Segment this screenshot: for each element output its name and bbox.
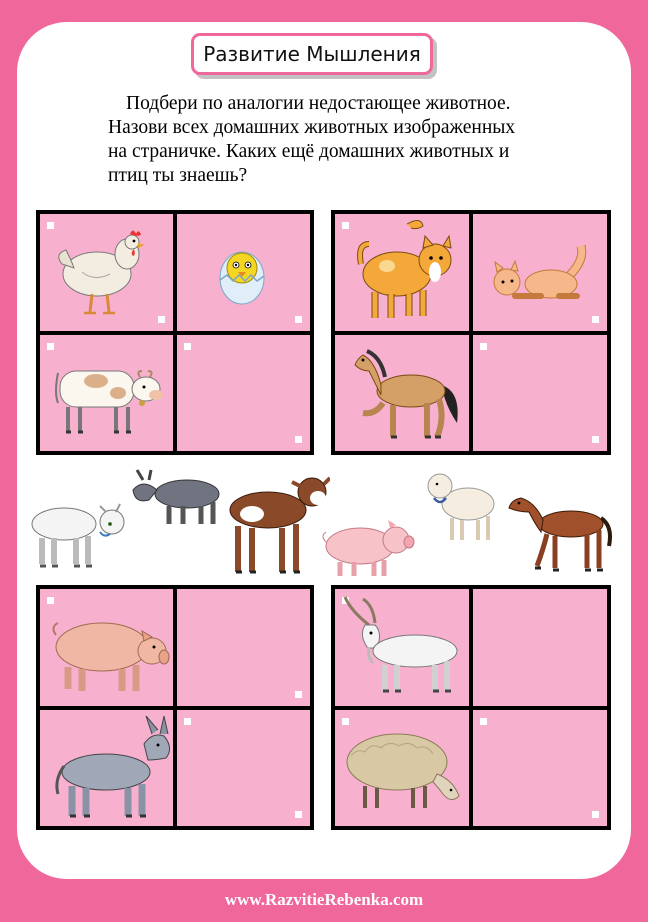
instruction-line-3: на страничке. Каких ещё домашних животных и bbox=[108, 141, 510, 162]
pig-icon bbox=[48, 605, 172, 695]
corner-mark bbox=[47, 597, 54, 604]
analogy-grid-birds-cow bbox=[36, 210, 314, 455]
corner-mark bbox=[592, 811, 599, 818]
corner-mark bbox=[295, 691, 302, 698]
analogy-grid-pig-donkey bbox=[36, 585, 314, 830]
answer-cell-empty[interactable] bbox=[177, 710, 310, 827]
corner-mark bbox=[592, 436, 599, 443]
grid-cell bbox=[177, 214, 310, 331]
grid-cell bbox=[335, 710, 469, 827]
lamb-icon[interactable] bbox=[422, 468, 500, 544]
answer-cell-empty[interactable] bbox=[473, 335, 607, 452]
donkey-icon bbox=[48, 714, 172, 824]
cow-icon bbox=[46, 353, 170, 438]
foal-icon[interactable] bbox=[505, 490, 615, 578]
corner-mark bbox=[295, 436, 302, 443]
corner-mark bbox=[295, 811, 302, 818]
instruction-line-4: птиц ты знаешь? bbox=[108, 165, 248, 186]
analogy-grid-goat-sheep bbox=[331, 585, 611, 830]
goat-kid-icon[interactable] bbox=[24, 478, 130, 574]
calf-icon[interactable] bbox=[212, 468, 330, 580]
kitten-icon bbox=[485, 240, 595, 310]
corner-mark bbox=[184, 718, 191, 725]
grid-cell bbox=[335, 589, 469, 706]
instructions-text bbox=[108, 92, 578, 188]
corner-mark bbox=[480, 343, 487, 350]
answer-cell-empty[interactable] bbox=[473, 710, 607, 827]
grid-cell bbox=[40, 214, 173, 331]
grid-cell bbox=[40, 589, 173, 706]
sheep-icon bbox=[341, 724, 469, 812]
corner-mark bbox=[184, 343, 191, 350]
corner-mark bbox=[480, 718, 487, 725]
grid-cell bbox=[335, 214, 469, 331]
grid-cell bbox=[40, 710, 173, 827]
horse-icon bbox=[341, 341, 469, 445]
answer-cell-empty[interactable] bbox=[177, 335, 310, 452]
chick-icon bbox=[211, 238, 273, 306]
corner-mark bbox=[158, 316, 165, 323]
analogy-grid-cat-horse bbox=[331, 210, 611, 455]
grid-cell bbox=[473, 214, 607, 331]
answer-cell-empty[interactable] bbox=[177, 589, 310, 706]
instruction-line-2: Назови всех домашних животных изображенных bbox=[108, 117, 516, 138]
site-url[interactable]: www.RazvitieRebenka.com bbox=[224, 890, 424, 909]
grid-cell bbox=[335, 335, 469, 452]
page-title: Развитие Мышления bbox=[191, 33, 433, 75]
corner-mark bbox=[592, 316, 599, 323]
grid-cell bbox=[40, 335, 173, 452]
corner-mark bbox=[47, 343, 54, 350]
hen-icon bbox=[52, 224, 152, 319]
piglet-icon[interactable] bbox=[314, 512, 416, 580]
goat-icon bbox=[339, 595, 465, 699]
answer-cell-empty[interactable] bbox=[473, 589, 607, 706]
corner-mark bbox=[295, 316, 302, 323]
instruction-line-1: Подбери по аналогии недостающее животное. bbox=[126, 93, 511, 114]
cat-icon bbox=[347, 214, 465, 329]
